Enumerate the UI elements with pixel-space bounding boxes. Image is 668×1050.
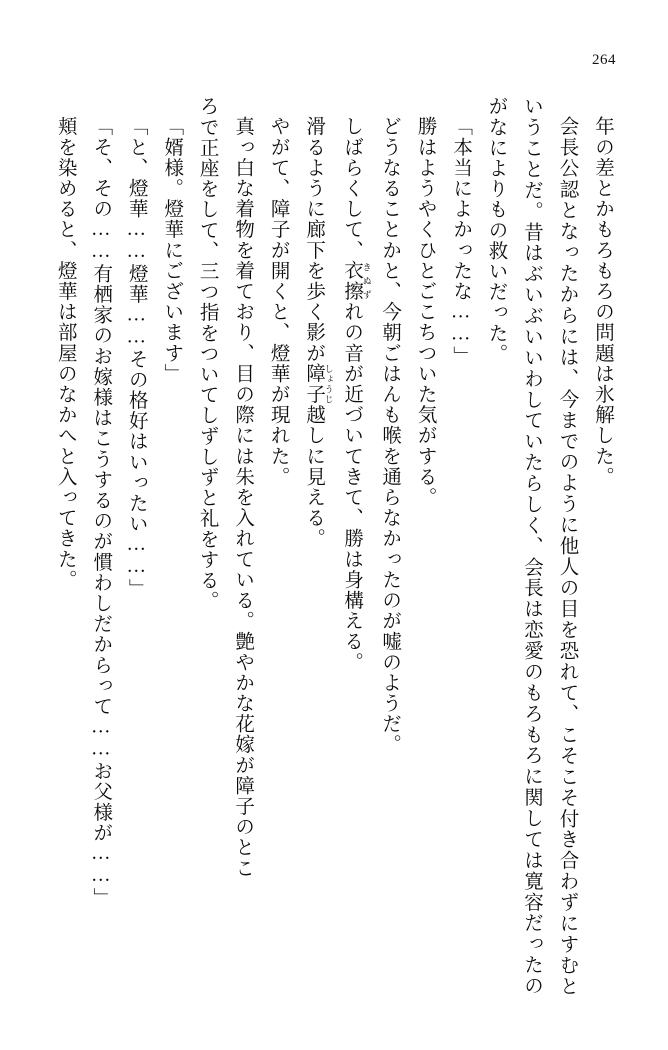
- paragraph: 「そ、その……有栖家のお嫁様はこうするのが慣わしだからって……お父様が……」: [90, 115, 112, 908]
- page-number: 264: [592, 52, 616, 68]
- paragraph: 会長公認となったからには、今までのように他人の目を恐れて、こそこそ付き合わずにすむということだ。昔はぶいぶいいわしていたらしく、会長は恋愛のもろもろに関しては寛容だったのがなによりもの救いだった。: [485, 96, 578, 996]
- ruby-annotation: 衣擦 きぬず: [341, 259, 372, 301]
- paragraph: どうなることかと、今朝ごはんも喉を通らなかったのが嘘のようだ。: [379, 115, 401, 755]
- paragraph: 「と、燈華……燈華……その格好はいったい……」: [125, 115, 147, 599]
- paragraph: 年の差とかもろもろの問題は氷解した。: [592, 115, 613, 487]
- paragraph: 頬を染めると、燈華は部屋のなかへと入ってきた。: [54, 115, 76, 590]
- vertical-text-body: [50, 96, 620, 996]
- paragraph: 滑るように廊下を歩く影が障子 しょうじ越しに見える。: [303, 115, 334, 549]
- paragraph: 「本当によかったな……」: [450, 115, 472, 366]
- paragraph: 真っ白な着物を着ており、目の際には朱を入れている。艶やかな花嫁が障子のとこ: [232, 115, 254, 878]
- paragraph: ろで正座をして、三つ指をついてしずしずと礼をする。: [196, 96, 218, 611]
- ruby-annotation: 障子 しょうじ: [303, 362, 334, 404]
- paragraph: やがて、障子が開くと、燈華が現れた。: [267, 115, 289, 487]
- paragraph: しばらくして、衣擦 きぬずれの音が近づいてきて、勝は身構える。: [341, 115, 372, 672]
- paragraph: 「婿様。燈華にございます」: [161, 115, 183, 384]
- paragraph: 勝はようやくひとごこちついた気がする。: [414, 115, 436, 507]
